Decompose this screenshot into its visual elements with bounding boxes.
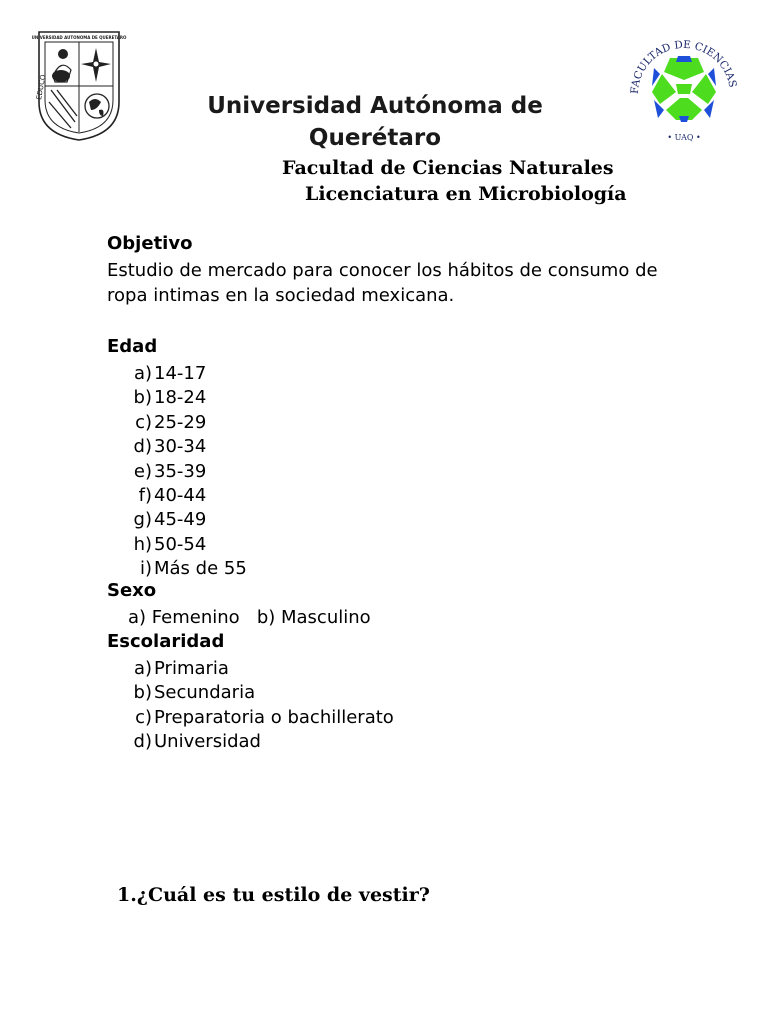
list-item (128, 386, 247, 410)
schooling-options-list (128, 657, 394, 755)
university-title: Universidad Autónoma de Querétaro (207, 93, 543, 151)
objective-heading: Objetivo (107, 233, 193, 254)
list-item (128, 657, 394, 681)
list-item (128, 681, 394, 705)
list-item (128, 460, 247, 484)
sex-heading: Sexo (107, 580, 157, 601)
option-label: 14-17 (154, 363, 207, 384)
option-label: 30-34 (154, 436, 207, 458)
option-label: 50-54 (154, 533, 207, 555)
list-item (128, 484, 247, 508)
fcn-faculty-seal-icon (624, 24, 744, 142)
list-item (128, 508, 247, 532)
option-label: 35-39 (154, 460, 207, 482)
option-marker: a) (133, 363, 152, 384)
option-label: Secundaria (154, 682, 256, 704)
option-marker: b) (133, 387, 152, 409)
objective-text: Estudio de mercado para conocer los hábitos de consumo de ropa intimas en la sociedad mexicana. (107, 260, 658, 306)
faculty-name: Facultad de Ciencias Naturales (282, 157, 614, 179)
svg-text:EDUCO: EDUCO (35, 73, 48, 101)
option-marker: g) (133, 509, 152, 531)
option-marker: f) (138, 485, 152, 507)
list-item (128, 706, 394, 730)
list-item (128, 435, 247, 459)
age-options-list (128, 362, 247, 582)
list-item (128, 362, 247, 386)
option-label: 18-24 (154, 387, 207, 409)
question-1: 1.¿Cuál es tu estilo de vestir? (117, 884, 430, 906)
svg-text:FACULTAD DE CIENCIAS NATURALES: FACULTAD DE CIENCIAS (628, 38, 739, 95)
program-name: Licenciatura en Microbiología (305, 183, 627, 205)
option-marker: d) (133, 436, 152, 458)
option-marker: e) (133, 460, 152, 482)
fcn-faculty-seal-logo (624, 24, 744, 142)
list-item (128, 411, 247, 435)
option-label: Universidad (154, 731, 261, 753)
list-item (128, 533, 247, 557)
uaq-shield-logo (31, 30, 127, 142)
option-marker: a) (133, 658, 152, 679)
option-label: 40-44 (154, 485, 207, 507)
uaq-shield-icon (31, 30, 127, 142)
age-heading: Edad (107, 336, 158, 357)
schooling-heading: Escolaridad (107, 631, 225, 652)
list-item (128, 557, 247, 581)
sex-options: a) Femenino b) Masculino (128, 607, 371, 628)
option-marker: b) (133, 682, 152, 704)
option-marker: d) (133, 731, 152, 753)
option-label: Primaria (154, 658, 229, 679)
list-item (128, 730, 394, 754)
svg-text:UNIVERSIDAD AUTONOMA DE QUERET: UNIVERSIDAD AUTONOMA DE QUERETARO (31, 35, 127, 40)
option-label: 45-49 (154, 509, 207, 531)
option-marker: c) (135, 706, 152, 728)
option-marker: h) (133, 533, 152, 555)
option-label: Preparatoria o bachillerato (154, 706, 394, 728)
option-marker: c) (135, 411, 152, 433)
option-label: 25-29 (154, 411, 207, 433)
option-marker: i) (139, 558, 152, 580)
svg-text:• UAQ •: • UAQ • (667, 133, 701, 142)
option-label: Más de 55 (154, 558, 247, 580)
